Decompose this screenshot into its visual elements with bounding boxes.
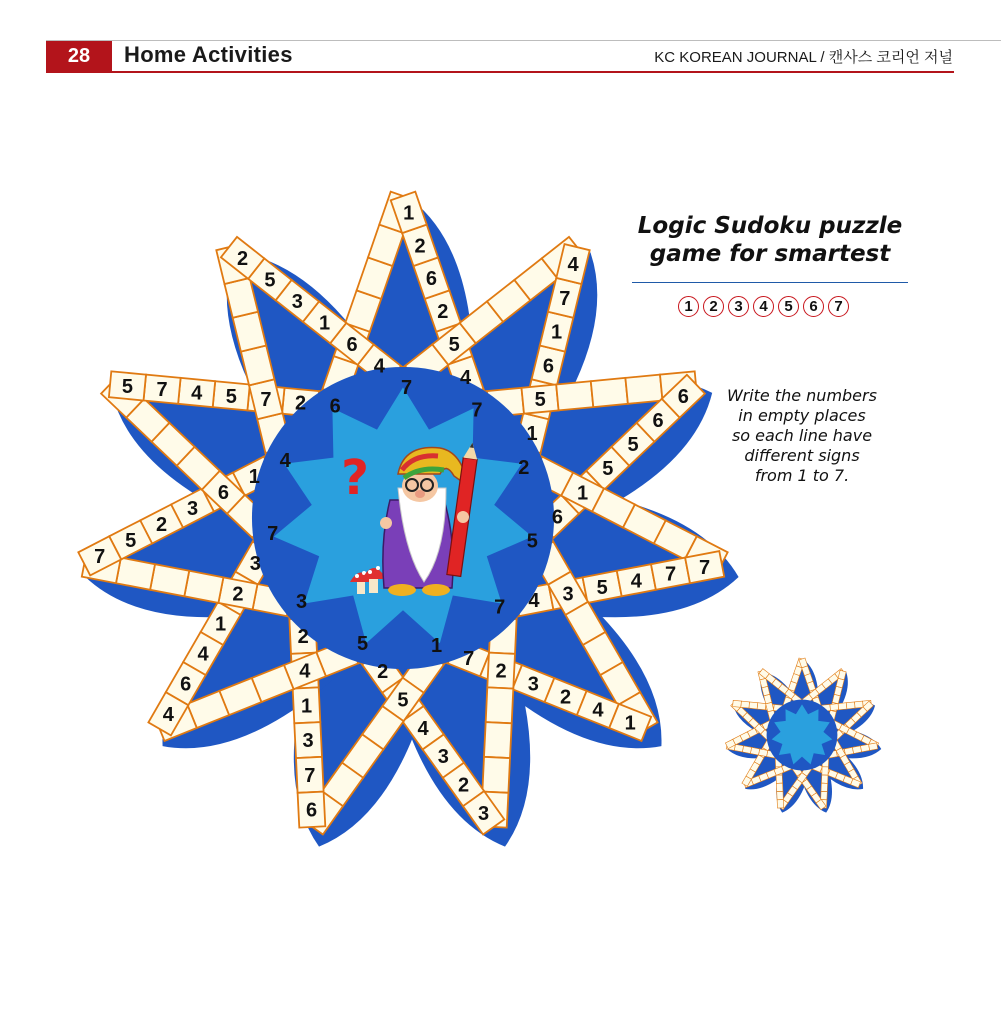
symbol-circle: 1 — [678, 296, 699, 317]
clue-digit: 1 — [214, 613, 227, 636]
clue-digit: 3 — [527, 673, 539, 696]
clue-digit: 3 — [295, 591, 308, 614]
instruction-line: Write the numbers — [727, 386, 877, 405]
puzzle-cell — [486, 687, 514, 723]
puzzle-cell — [116, 558, 155, 590]
symbol-circle: 3 — [728, 296, 749, 317]
section-title: Home Activities — [124, 42, 293, 67]
symbol-circle: 4 — [753, 296, 774, 317]
clue-digit: 3 — [478, 802, 490, 825]
symbol-circle: 5 — [778, 296, 799, 317]
puzzle-cell — [838, 703, 847, 710]
clue-digit: 7 — [260, 389, 272, 412]
instruction-line: different signs — [744, 446, 860, 465]
clue-digit: 1 — [551, 321, 563, 344]
symbol-circle: 7 — [828, 296, 849, 317]
clue-digit: 3 — [186, 498, 199, 520]
puzzle-cell — [757, 703, 766, 710]
puzzle-cell — [776, 775, 783, 784]
clue-digit: 4 — [191, 382, 203, 405]
clue-digit: 6 — [677, 386, 689, 409]
clue-digit: 6 — [542, 355, 554, 378]
puzzle-title — [632, 212, 908, 268]
clue-digit: 4 — [528, 590, 540, 612]
clue-digit: 5 — [526, 530, 538, 553]
puzzle-cell — [591, 378, 628, 407]
clue-digit: 2 — [414, 235, 426, 258]
clue-digit: 5 — [264, 269, 276, 292]
clue-digit: 2 — [518, 456, 530, 479]
puzzle-title-line-2: game for smartest — [649, 241, 891, 267]
solution-thumbnail — [722, 655, 882, 815]
symbol-circle: 6 — [803, 296, 824, 317]
clue-digit: 4 — [460, 366, 472, 389]
clue-digit: 6 — [305, 799, 318, 822]
clue-digit: 4 — [279, 450, 291, 473]
puzzle-instructions — [702, 386, 902, 486]
puzzle-cell — [734, 744, 743, 752]
clue-digit: 3 — [562, 583, 574, 606]
clue-digit: 2 — [377, 661, 389, 684]
puzzle-cell — [852, 746, 861, 754]
clue-digit: 5 — [534, 389, 546, 412]
clue-digit: 7 — [304, 764, 316, 787]
puzzle-cell — [749, 702, 758, 709]
clue-digit: 4 — [162, 703, 174, 726]
puzzle-cell — [821, 775, 828, 784]
symbol-set — [678, 296, 849, 317]
clue-digit: 2 — [437, 301, 449, 324]
clue-digit: 1 — [526, 423, 538, 445]
clue-digit: 2 — [294, 392, 307, 415]
puzzle-cell — [625, 375, 662, 404]
clue-digit: 1 — [577, 482, 589, 505]
puzzle-cell — [741, 701, 750, 708]
clue-digit: 6 — [652, 410, 664, 433]
title-divider — [632, 282, 908, 283]
clue-digit: 5 — [627, 434, 639, 457]
clue-digit: 5 — [125, 529, 137, 552]
puzzle-cell — [821, 791, 828, 799]
clue-digit: 5 — [225, 385, 237, 408]
puzzle-cell — [855, 701, 864, 708]
puzzle-cell — [846, 702, 855, 709]
clue-digit: 4 — [197, 643, 209, 666]
clue-digit: 6 — [551, 506, 563, 529]
puzzle-cell — [733, 700, 742, 707]
clue-digit: 5 — [357, 632, 369, 655]
clue-digit: 4 — [299, 660, 311, 683]
clue-digit: 7 — [94, 545, 106, 568]
clue-digit: 6 — [329, 395, 341, 418]
clue-digit: 7 — [401, 376, 413, 399]
clue-digit: 1 — [624, 712, 636, 735]
instruction-line: in empty places — [738, 406, 866, 425]
clue-digit: 6 — [346, 333, 358, 356]
clue-digit: 4 — [630, 570, 642, 593]
puzzle-cell — [844, 747, 853, 755]
clue-digit: 5 — [121, 375, 133, 398]
clue-digit: 7 — [699, 557, 711, 580]
instruction-line: so each line have — [731, 426, 873, 445]
clue-digit: 3 — [291, 290, 303, 313]
puzzle-cell — [750, 747, 759, 755]
clue-digit: 4 — [417, 717, 429, 740]
puzzle-cell — [150, 564, 189, 596]
question-mark: ? — [341, 450, 369, 506]
clue-digit: 2 — [232, 583, 244, 606]
clue-digit: 5 — [602, 458, 614, 481]
puzzle-cell — [821, 783, 828, 792]
puzzle-cell — [869, 743, 878, 751]
symbol-circle: 2 — [703, 296, 724, 317]
clue-digit: 5 — [596, 576, 608, 599]
clue-digit: 7 — [664, 563, 677, 586]
clue-digit: 4 — [567, 254, 579, 276]
clue-digit: 2 — [457, 774, 470, 797]
journal-name: KC KOREAN JOURNAL / 캔사스 코리언 저널 — [654, 49, 953, 66]
clue-digit: 6 — [217, 482, 229, 505]
puzzle-cell — [184, 571, 223, 603]
clue-digit: 4 — [373, 355, 385, 378]
clue-digit: 6 — [180, 673, 192, 696]
clue-digit: 7 — [494, 596, 506, 619]
puzzle-cell — [742, 746, 751, 754]
clue-digit: 1 — [319, 312, 331, 335]
clue-digit: 2 — [237, 247, 249, 270]
clue-digit: 2 — [495, 660, 507, 683]
clue-digit: 1 — [300, 695, 313, 718]
puzzle-cell — [484, 722, 512, 758]
puzzle-cell — [759, 749, 768, 757]
clue-digit: 2 — [156, 514, 168, 536]
instruction-line: from 1 to 7. — [754, 466, 850, 485]
clue-digit: 1 — [248, 466, 260, 489]
clue-digit: 4 — [592, 699, 604, 722]
clue-digit: 3 — [437, 746, 449, 769]
clue-digit: 7 — [463, 647, 475, 670]
clue-digit: 3 — [249, 553, 261, 576]
clue-digit: 5 — [397, 689, 409, 712]
clue-digit: 6 — [425, 268, 437, 291]
puzzle-cell — [482, 757, 510, 793]
clue-digit: 5 — [448, 333, 460, 356]
puzzle-title-line-1: Logic Sudoku puzzle — [637, 213, 903, 239]
clue-digit: 7 — [267, 523, 279, 546]
clue-digit: 3 — [302, 730, 314, 753]
puzzle-cell — [777, 800, 784, 809]
puzzle-cell — [556, 381, 593, 410]
page-number: 28 — [46, 41, 112, 71]
puzzle-cell — [777, 791, 784, 799]
clue-digit: 1 — [430, 634, 443, 657]
puzzle-cell — [861, 744, 870, 752]
puzzle-cell — [776, 783, 783, 792]
clue-digit: 7 — [559, 287, 571, 310]
puzzle-cell — [830, 704, 839, 711]
clue-digit: 2 — [297, 625, 309, 648]
puzzle-cell — [822, 767, 829, 776]
clue-digit: 7 — [471, 399, 483, 422]
clue-digit: 1 — [403, 202, 415, 225]
clue-digit: 7 — [156, 379, 168, 402]
clue-digit: 2 — [560, 686, 572, 709]
